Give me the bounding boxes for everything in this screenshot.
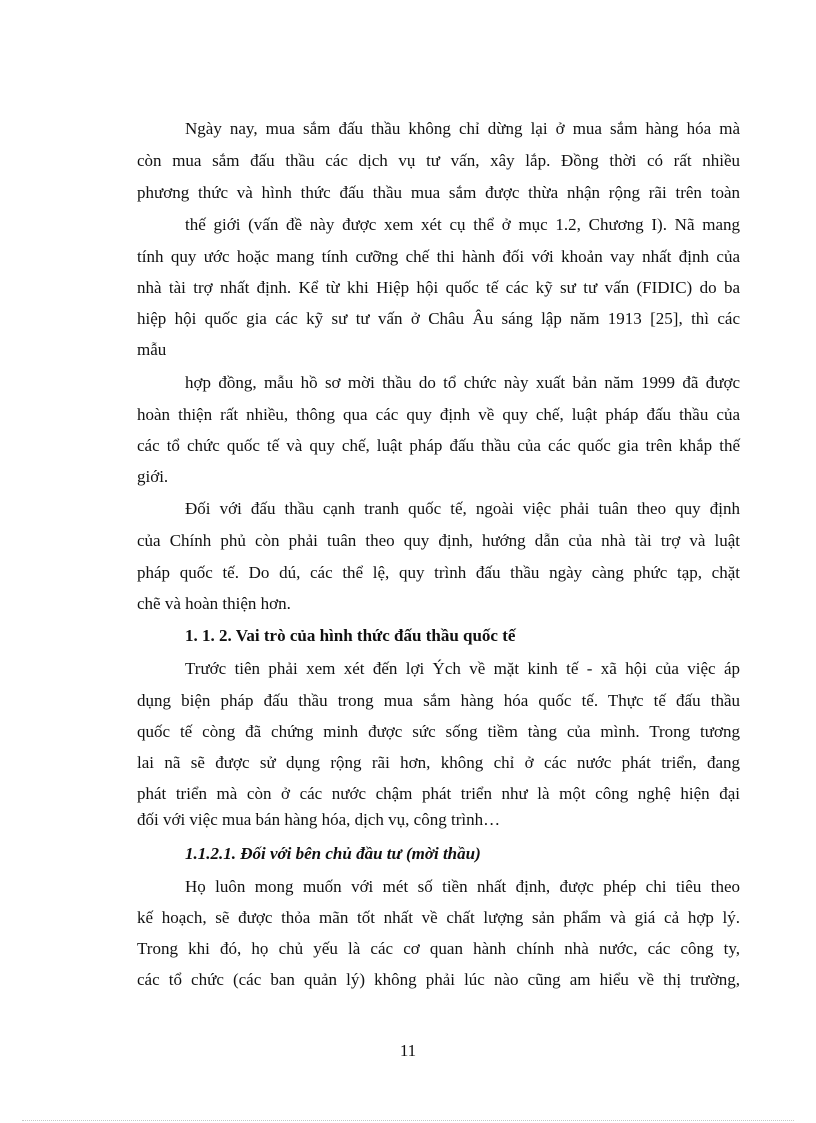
paragraph-6-line-2: kế hoạch, sẽ được thỏa mãn tốt nhất về chất lượng sản phẩm và giá cả hợp lý. — [137, 908, 740, 927]
paragraph-3-line-1: hợp đồng, mẫu hồ sơ mời thầu do tổ chức này xuất bản năm 1999 đã được — [185, 373, 740, 392]
paragraph-2-line-2: tính quy ước hoặc mang tính cưỡng chế thi hành đối với khoản vay nhất định của — [137, 247, 740, 266]
paragraph-5-line-3: quốc tế còng đã chứng minh được sức sống tiềm tàng của mình. Trong tương — [137, 722, 740, 741]
paragraph-5-line-2: dụng biện pháp đấu thầu trong mua sắm hàng hóa quốc tế. Thực tế đấu thầu — [137, 691, 740, 710]
paragraph-3-line-3: các tổ chức quốc tế và quy chế, luật pháp đấu thầu của các quốc gia trên khắp thế — [137, 436, 740, 455]
paragraph-2-line-5: mẫu — [137, 340, 167, 359]
page-bottom-divider — [22, 1120, 794, 1121]
page-number: 11 — [399, 1041, 417, 1060]
subsection-heading: 1.1.2.1. Đối với bên chủ đầu tư (mời thầu) — [185, 844, 481, 863]
paragraph-5-line-1: Trước tiên phải xem xét đến lợi Ých về mặt kinh tế - xã hội của việc áp — [185, 659, 740, 678]
paragraph-4-line-3: pháp quốc tế. Do dú, các thể lệ, quy trình đấu thầu ngày càng phức tạp, chặt — [137, 563, 740, 582]
paragraph-2-line-4: hiệp hội quốc gia các kỹ sư tư vấn ở Châu Âu sáng lập năm 1913 [25], thì các — [137, 309, 740, 328]
paragraph-4-line-1: Đối với đấu thầu cạnh tranh quốc tế, ngoài việc phải tuân theo quy định — [185, 499, 740, 518]
paragraph-5-line-5: phát triển mà còn ở các nước chậm phát triển như là một công nghệ hiện đại — [137, 784, 740, 803]
paragraph-6-line-3: Trong khi đó, họ chủ yếu là các cơ quan hành chính nhà nước, các công ty, — [137, 939, 740, 958]
paragraph-4-line-2: của Chính phủ còn phải tuân theo quy định, hướng dẫn của nhà tài trợ và luật — [137, 531, 740, 550]
paragraph-3-line-4: giới. — [137, 467, 169, 486]
paragraph-2-line-3: nhà tài trợ nhất định. Kể từ khi Hiệp hội quốc tế các kỹ sư tư vấn (FIDIC) do ba — [137, 278, 740, 297]
section-heading: 1. 1. 2. Vai trò của hình thức đấu thầu quốc tế — [185, 626, 516, 645]
paragraph-1-line-3: phương thức và hình thức đấu thầu mua sắm được thừa nhận rộng rãi trên toàn — [137, 183, 740, 202]
paragraph-3-line-2: hoàn thiện rất nhiều, thông qua các quy định về quy chế, luật pháp đấu thầu của — [137, 405, 740, 424]
paragraph-2-line-1: thế giới (vấn đề này được xem xét cụ thể ở mục 1.2, Chương I). Nã mang — [185, 215, 740, 234]
paragraph-6-line-4: các tổ chức (các ban quản lý) không phải lúc nào cũng am hiểu về thị trường, — [137, 970, 740, 989]
paragraph-5-line-4: lai nã sẽ được sử dụng rộng rãi hơn, không chỉ ở các nước phát triển, đang — [137, 753, 740, 772]
paragraph-4-line-4: chẽ và hoàn thiện hơn. — [137, 594, 291, 613]
paragraph-6-line-1: Họ luôn mong muốn với mét số tiền nhất định, được phép chi tiêu theo — [185, 877, 740, 896]
paragraph-5-line-6: đối với việc mua bán hàng hóa, dịch vụ, công trình… — [137, 810, 501, 829]
paragraph-1-line-1: Ngày nay, mua sắm đấu thầu không chỉ dừng lại ở mua sắm hàng hóa mà — [185, 119, 740, 138]
paragraph-1-line-2: còn mua sắm đấu thầu các dịch vụ tư vấn, xây lắp. Đồng thời có rất nhiều — [137, 151, 740, 170]
